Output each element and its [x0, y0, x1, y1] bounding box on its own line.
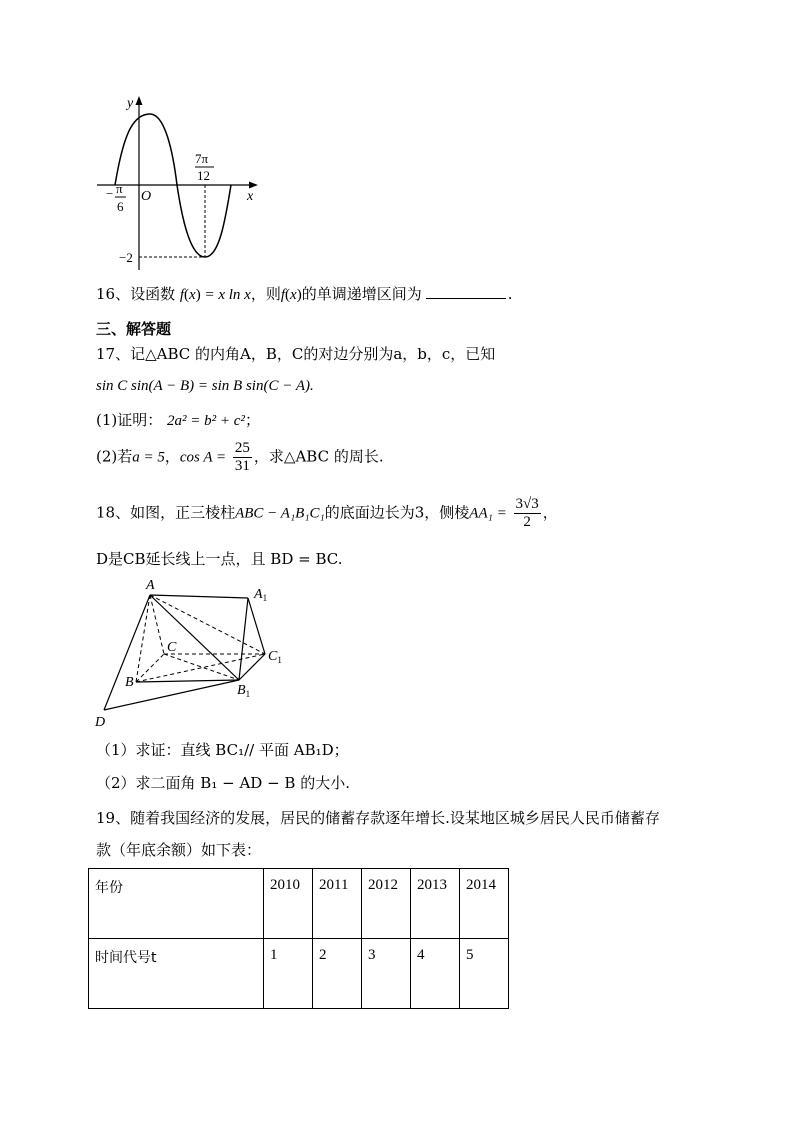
table-cell-year: 2011	[313, 869, 362, 939]
left-tick-numerator: π	[116, 181, 123, 196]
origin-label: O	[141, 189, 152, 204]
q16-rp: )	[195, 287, 201, 303]
q17-part2-cos: cos A =	[179, 449, 227, 466]
q18-fraction	[514, 496, 541, 531]
q17-frac-num: 25	[234, 440, 250, 456]
table-cell-year: 2010	[264, 869, 313, 939]
min-value-label: −2	[119, 250, 133, 265]
q17-part2-tail: ，求△ABC 的周长.	[253, 447, 384, 466]
left-tick-denominator: 6	[117, 199, 124, 214]
table-cell-year: 2012	[362, 869, 411, 939]
q17-part2	[96, 440, 384, 475]
question-16	[96, 283, 512, 306]
table-cell-code: 4	[411, 939, 460, 1009]
q17-part1-prefix: (1)证明：	[96, 411, 163, 429]
table-cell-year: 2014	[460, 869, 509, 939]
q16-answer-blank	[426, 284, 506, 299]
right-tick-denominator: 12	[197, 168, 210, 183]
table-header-year: 年份	[89, 869, 264, 939]
table-cell-code: 5	[460, 939, 509, 1009]
label-C1: $C_1$	[268, 649, 282, 665]
label-B1: $B_1$	[237, 683, 251, 699]
q18-part2: （2）求二面角 B₁ − AD − B 的大小.	[96, 774, 350, 792]
table-header-time-code: 时间代号t	[89, 939, 264, 1009]
table-cell-code: 2	[313, 939, 362, 1009]
label-D: D	[95, 715, 106, 730]
q16-dot: .	[507, 285, 513, 303]
q17-part2-prefix: (2)若	[96, 447, 133, 466]
x-axis-arrow	[249, 182, 258, 189]
y-axis-arrow	[136, 96, 143, 105]
q17-cos-fraction	[233, 440, 252, 475]
right-tick-numerator: 7π	[195, 151, 209, 166]
q17-part1-end: ；	[244, 411, 260, 429]
q18-prefix: 18、如图，正三棱柱	[96, 503, 236, 522]
savings-table	[88, 868, 509, 1009]
q17-part2-a: a = 5	[132, 449, 165, 466]
edge-C1-B1	[239, 654, 265, 680]
q17-frac-den: 31	[234, 458, 250, 474]
section-3-heading: 三、解答题	[96, 320, 172, 338]
label-A: A	[146, 578, 155, 593]
q19-line2: 款（年底余额）如下表：	[96, 841, 262, 859]
q18-line2: D是CB延长线上一点，且 BD = BC.	[96, 550, 343, 568]
q17-part2-sep: ，	[164, 447, 180, 466]
q16-x: x	[189, 287, 196, 303]
q18-frac-num: 3√3	[515, 496, 539, 512]
q18-prism: ABC − A₁B₁C₁	[235, 505, 325, 522]
label-A1: $A_1$	[254, 587, 268, 603]
q16-mid: ，则	[250, 285, 281, 303]
table-cell-code: 1	[264, 939, 313, 1009]
edge-A-B1	[150, 595, 239, 680]
table-cell-year: 2013	[411, 869, 460, 939]
q16-rp2: )	[296, 287, 302, 303]
edge-A1-B1	[239, 598, 248, 680]
q19-line1: 19、随着我国经济的发展，居民的储蓄存款逐年增长.设某地区城乡居民人民币储蓄存	[96, 809, 660, 827]
x-axis-label: x	[247, 189, 254, 204]
q16-f: f	[179, 287, 185, 303]
sine-graph	[95, 92, 270, 272]
q18-comma: ，	[542, 503, 558, 522]
q16-eq: = x ln x	[200, 287, 251, 303]
q16-x2: x	[290, 287, 297, 303]
left-tick-sign: −	[106, 186, 114, 201]
edge-A-C-dashed	[150, 595, 164, 654]
q18-mid: 的底面边长为3，侧棱	[324, 503, 470, 522]
y-axis-label: y	[127, 96, 134, 111]
edge-A1-C1	[248, 598, 265, 654]
edge-B-C1-dashed	[136, 654, 265, 682]
q18-line1	[96, 496, 558, 531]
q17-part1-math: 2a² = b² + c²	[167, 413, 245, 429]
edge-A-B-dashed	[136, 595, 150, 682]
edge-B-B1	[136, 680, 239, 682]
edge-C-B1-dashed	[164, 654, 239, 680]
q17-line1: 17、记△ABC 的内角A，B，C的对边分别为a，b，c，已知	[96, 345, 496, 363]
label-B: B	[125, 675, 134, 690]
q17-line2: sin C sin(A − B) = sin B sin(C − A).	[96, 378, 314, 394]
q17-part1	[96, 409, 260, 432]
q16-lp: (	[184, 287, 190, 303]
prism-figure	[92, 576, 292, 731]
table-row	[89, 869, 509, 939]
q16-lp2: (	[285, 287, 291, 303]
table-row	[89, 939, 509, 1009]
table-cell-code: 3	[362, 939, 411, 1009]
q18-aa1: AA₁ =	[469, 505, 507, 522]
q18-frac-den: 2	[523, 514, 531, 530]
q18-part1: （1）求证：直线 BC₁// 平面 AB₁D；	[96, 741, 349, 759]
edge-A-A1	[150, 595, 248, 598]
q16-number: 16、设函数	[96, 285, 176, 303]
q16-f2: f	[280, 287, 286, 303]
label-C: C	[167, 640, 177, 655]
q16-tail: 的单调递增区间为	[301, 285, 422, 303]
edge-A-D	[104, 595, 150, 710]
